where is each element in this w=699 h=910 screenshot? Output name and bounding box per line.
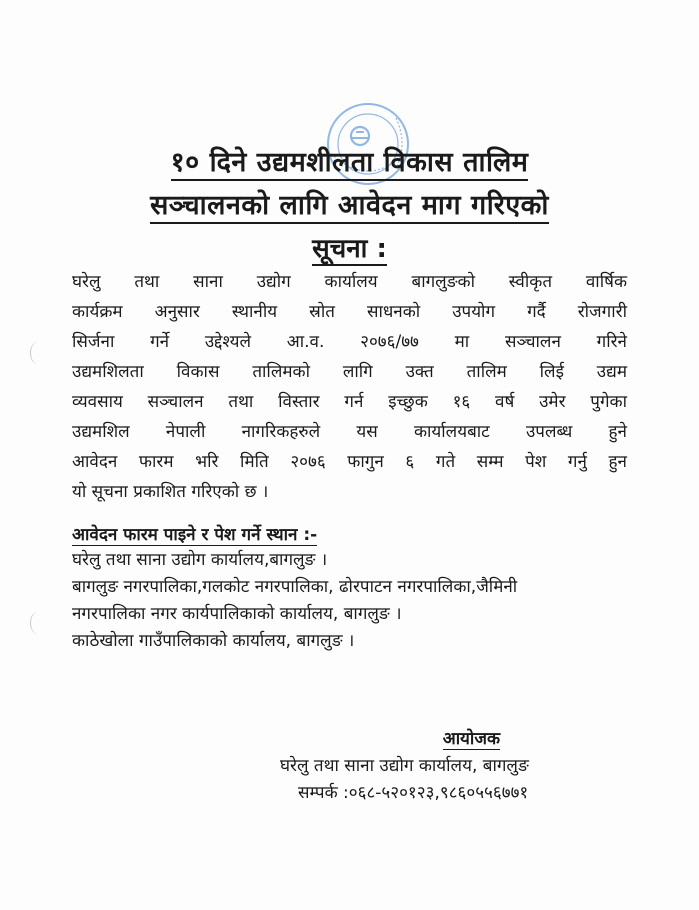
title-line-1 (0, 143, 699, 183)
body-line: यो सूचना प्रकाशित गरिएको छ । (72, 482, 269, 502)
body-line: कार्यक्रम अनुसार स्थानीय स्रोत साधनको उपयोग गर्दै रोजगारी (72, 302, 627, 322)
place-line: काठेखोला गाउँपालिकाको कार्यालय, बागलुङ । (72, 631, 355, 651)
body-line: आवेदन फारम भरि मिति २०७६ फागुन ६ गते सम्म पेश गर्नु हुन (72, 452, 627, 472)
organizer-office: घरेलु तथा साना उद्योग कार्यालय, बागलुङ (280, 756, 529, 776)
place-line: नगरपालिका नगर कार्यपालिकाको कार्यालय, बागलुङ । (72, 604, 402, 624)
punch-hole-mark (30, 612, 45, 634)
notice-heading (0, 230, 699, 268)
organizer-contact: सम्पर्क :०६८-५२०१२३,९८६०५५६७७१ (298, 783, 529, 803)
organizer-label (280, 726, 620, 753)
title-line-1-text: १० दिने उद्यमशीलता विकास तालिम (171, 147, 529, 181)
body-line: उद्यमशिलता विकास तालिमको लागि उक्त तालिम लिई उद्यम (72, 362, 627, 382)
organizer-label-text: आयोजक (442, 729, 500, 749)
body-line: घरेलु तथा साना उद्योग कार्यालय बागलुङको स्वीकृत वार्षिक (72, 272, 627, 292)
notice-body (72, 267, 627, 507)
place-line: बागलुङ नगरपालिका,गलकोट नगरपालिका, ढोरपाटन नगरपालिका,जैमिनी (72, 577, 518, 597)
place-line: घरेलु तथा साना उद्योग कार्यालय,बागलुङ । (72, 550, 328, 570)
punch-hole-mark (30, 342, 45, 364)
title-line-2 (0, 186, 699, 226)
body-line: उद्यमशिल नेपाली नागरिकहरुले यस कार्यालयबाट उपलब्ध हुने (72, 422, 627, 442)
notice-heading-text: सूचना : (312, 234, 387, 264)
places-heading-text: आवेदन फारम पाइने र पेश गर्ने स्थान :- (72, 525, 318, 545)
body-line: सिर्जना गर्ने उद्देश्यले आ.व. २०७६/७७ मा सञ्चालन गरिने (72, 332, 627, 352)
places-list (72, 547, 632, 655)
organizer-block (280, 726, 620, 807)
title-line-2-text: सञ्चालनको लागि आवेदन माग गरिएको (150, 190, 549, 224)
body-line: व्यवसाय सञ्चालन तथा विस्तार गर्न इच्छुक १६ वर्ष उमेर पुगेका (72, 392, 627, 412)
places-heading (72, 521, 317, 549)
